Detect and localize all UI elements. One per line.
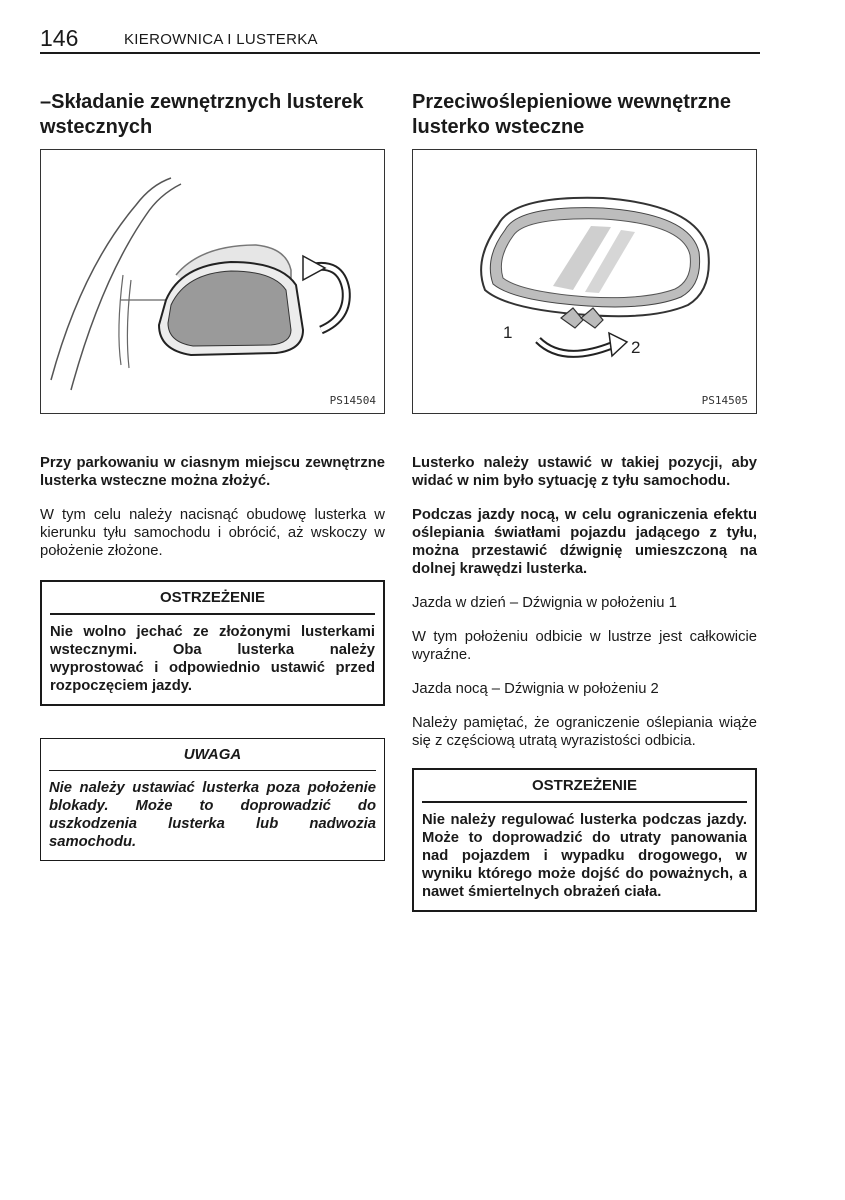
- page-number: 146: [40, 25, 79, 51]
- page-header: [40, 24, 760, 54]
- warning-text: Nie wolno jechać ze złożonymi lusterkami wstecznymi. Oba lusterka należy wyprostować i odpowiednio ustawić przed rozpoczęciem jazdy.: [50, 624, 375, 694]
- folding-mirror-figure: [40, 149, 385, 414]
- notice-box: [40, 738, 385, 861]
- right-paragraph-6: Należy pamiętać, że ograniczenie oślepiania wiąże się z częściową utratą wyrazistości odbicia.: [412, 715, 757, 749]
- warning-title: OSTRZEŻENIE: [50, 588, 375, 615]
- warning-box-right: [412, 768, 757, 912]
- folding-mirrors-heading: –Składanie zewnętrznych lusterek wstecznych: [40, 91, 364, 138]
- inside-mirror-heading: Przeciwoślepieniowe wewnętrzne lusterko wsteczne: [412, 91, 731, 138]
- right-paragraph-3: Jazda w dzień – Dźwignia w położeniu 1: [412, 595, 677, 611]
- right-paragraph-4: W tym położeniu odbicie w lustrze jest całkowicie wyraźne.: [412, 629, 757, 663]
- notice-text: Nie należy ustawiać lusterka poza położenie blokady. Może to doprowadzić do uszkodzenia lusterka lub nadwozia samochodu.: [49, 780, 376, 850]
- section-title: KIEROWNICA I LUSTERKA: [124, 31, 318, 48]
- warning-title: OSTRZEŻENIE: [422, 776, 747, 803]
- notice-title: UWAGA: [49, 745, 376, 771]
- right-paragraph-5: Jazda nocą – Dźwignia w położeniu 2: [412, 681, 659, 697]
- figure-code: PS14505: [701, 394, 748, 407]
- figure-code: PS14504: [329, 394, 376, 407]
- right-column: [412, 90, 757, 912]
- warning-text: Nie należy regulować lusterka podczas jazdy. Może to doprowadzić do utraty panowania nad pojazdem i wypadku drogowego, w wyniku którego może dojść do poważnych, a nawet śmiertelnych obrażeń ciała.: [422, 812, 747, 900]
- lever-position-2-label: 2: [631, 338, 641, 357]
- left-paragraph-2: W tym celu należy nacisnąć obudowę lusterka w kierunku tyłu samochodu i obrócić, aż wskoczy w położenie złożone.: [40, 507, 385, 559]
- inside-mirror-figure: [412, 149, 757, 414]
- left-paragraph-1: Przy parkowaniu w ciasnym miejscu zewnętrzne lusterka wsteczne można złożyć.: [40, 455, 385, 489]
- left-column: [40, 90, 385, 861]
- folding-mirror-illustration: [41, 150, 384, 413]
- right-paragraph-1: Lusterko należy ustawić w takiej pozycji, aby widać w nim było sytuację z tyłu samochodu.: [412, 455, 757, 489]
- warning-box-left: [40, 580, 385, 706]
- right-paragraph-2: Podczas jazdy nocą, w celu ograniczenia efektu oślepiania światłami pojazdu jadącego z tyłu, można przestawić dźwignię umieszczoną na dolnej krawędzi lusterka.: [412, 507, 757, 577]
- inside-mirror-illustration: [413, 150, 756, 413]
- lever-position-1-label: 1: [503, 323, 513, 342]
